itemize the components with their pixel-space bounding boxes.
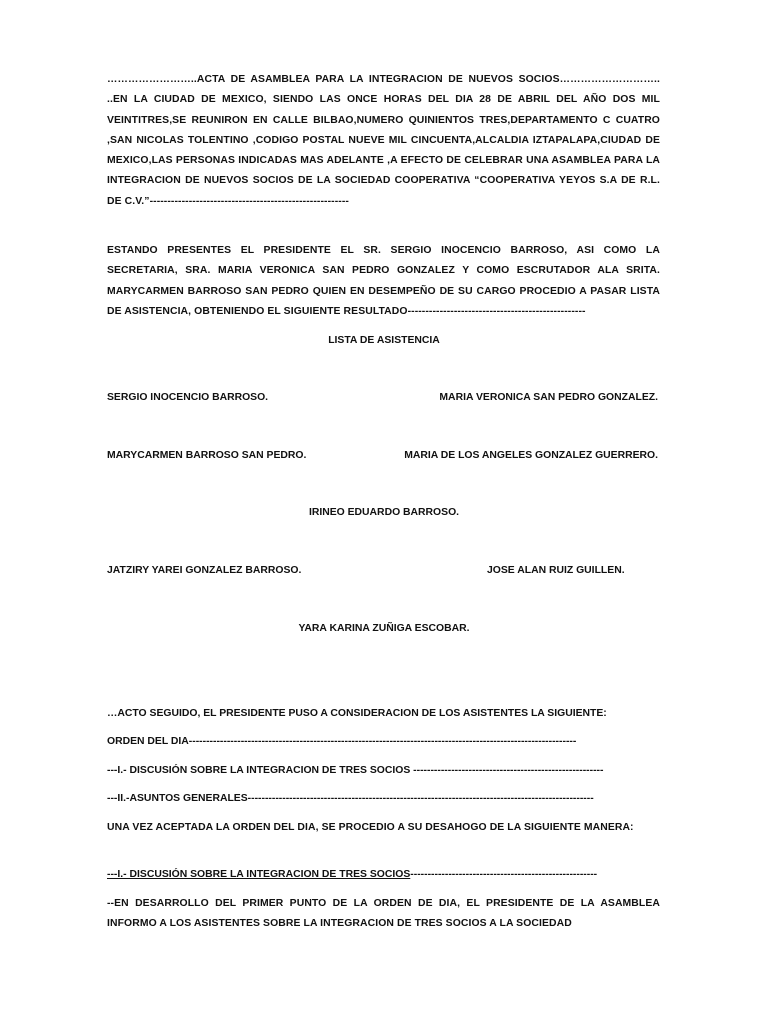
attendee-8: YARA KARINA ZUÑIGA ESCOBAR. [298, 623, 470, 634]
agenda-item-1: ---I.- DISCUSIÓN SOBRE LA INTEGRACION DE TRES SOCIOS ------------------------------------------------------- [107, 765, 604, 776]
attendee-6: JATZIRY YAREI GONZALEZ BARROSO. [107, 565, 302, 576]
presence-paragraph: ESTANDO PRESENTES EL PRESIDENTE EL SR. SERGIO INOCENCIO BARROSO, ASI COMO LA SECRETARIA, SRA. MARIA VERONICA SAN PEDRO GONZALEZ Y COMO ESCRUTADOR ALA SRITA. MARYCARMEN BARROSO SAN PEDRO QUIEN EN DESEMPEÑO DE SU CARGO PROCEDIO A PASAR LISTA DE ASISTENCIA, OBTENIENDO EL SIGUIENTE RESULTADO-------------------------------------------------- [107, 245, 660, 317]
section-1-heading-line [107, 868, 660, 882]
attendee-1: SERGIO INOCENCIO BARROSO. [107, 392, 269, 403]
development-paragraph: --EN DESARROLLO DEL PRIMER PUNTO DE LA ORDEN DE DIA, EL PRESIDENTE DE LA ASAMBLEA INFORMO A LOS ASISTENTES SOBRE LA INTEGRACION DE TRES SOCIOS A LA SOCIEDAD [107, 898, 660, 930]
agenda-heading: ORDEN DEL DIA---------------------------------------------------------------------------------------------------------------- [107, 736, 577, 747]
attendance-title: LISTA DE ASISTENCIA [328, 335, 440, 346]
section-1-heading: ---I.- DISCUSIÓN SOBRE LA INTEGRACION DE TRES SOCIOS [107, 869, 411, 880]
agenda-item-2: ---II.-ASUNTOS GENERALES---------------------------------------------------------------------------------------------------- [107, 793, 594, 804]
attendee-5: IRINEO EDUARDO BARROSO. [308, 507, 460, 518]
accepted-paragraph: UNA VEZ ACEPTADA LA ORDEN DEL DIA, SE PROCEDIO A SU DESAHOGO DE LA SIGUIENTE MANERA: [107, 822, 634, 833]
section-1-dashes: ------------------------------------------------------ [410, 869, 598, 880]
intro-paragraph: ……………………..ACTA DE ASAMBLEA PARA LA INTEGRACION DE NUEVOS SOCIOS……………………….. ..EN LA CIUDAD DE MEXICO, SIENDO LAS ONCE HORAS DEL DIA 28 DE ABRIL DEL AÑO DOS MIL VEINTITRES,SE REUNIRON EN CALLE BILBAO,NUMERO QUINIENTOS TRES,DEPARTAMENTO C CUATRO ,SAN NICOLAS TOLENTINO ,CODIGO POSTAL NUEVE MIL CINCUENTA,ALCALDIA IZTAPALAPA,CIUDAD DE MEXICO,LAS PERSONAS INDICADAS MAS ADELANTE ,A EFECTO DE CELEBRAR UNA ASAMBLEA PARA LA INTEGRACION DE NUEVOS SOCIOS DE LA SOCIEDAD COOPERATIVA “COOPERATIVA YEYOS S.A DE R.L. DE C.V.”-------------------------------------------------------- [107, 74, 660, 207]
act-followed-line: …ACTO SEGUIDO, EL PRESIDENTE PUSO A CONSIDERACION DE LOS ASISTENTES LA SIGUIENTE: [107, 708, 607, 719]
attendee-4: MARIA DE LOS ANGELES GONZALEZ GUERRERO. [404, 450, 658, 461]
attendee-7: JOSE ALAN RUIZ GUILLEN. [487, 565, 625, 576]
attendee-2: MARIA VERONICA SAN PEDRO GONZALEZ. [439, 392, 658, 403]
attendee-3: MARYCARMEN BARROSO SAN PEDRO. [107, 450, 307, 461]
